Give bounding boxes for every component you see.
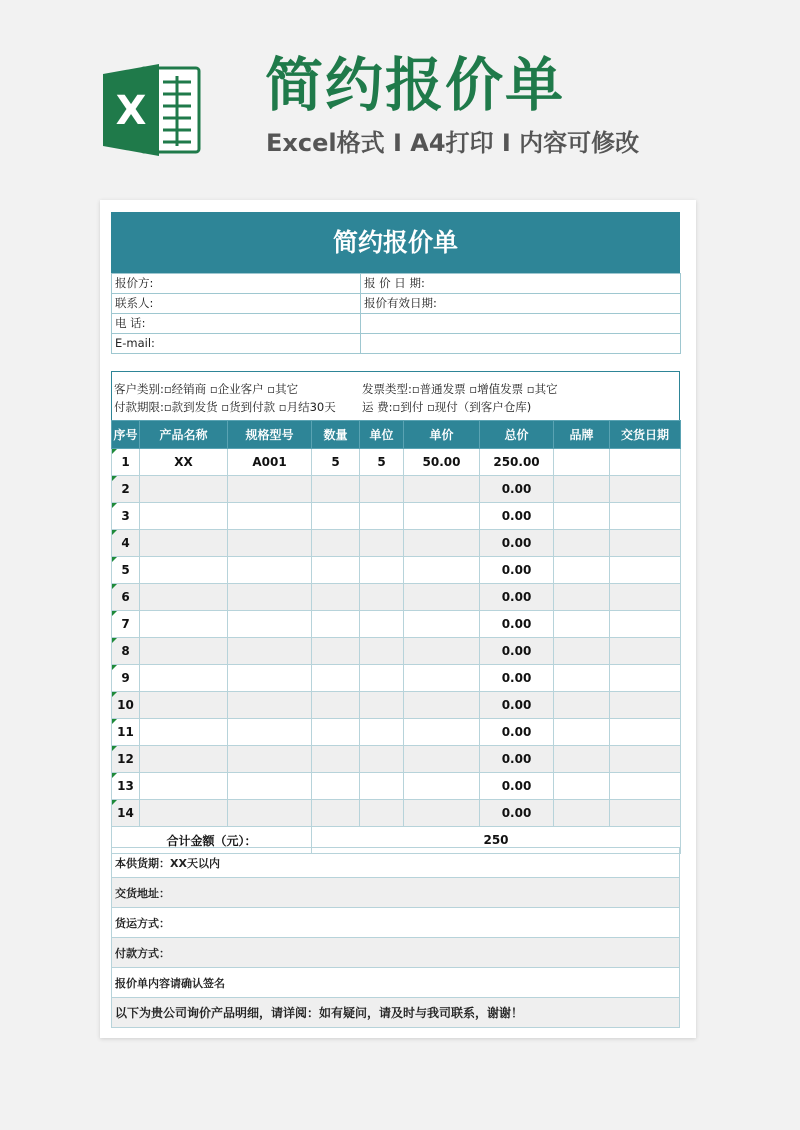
cell-qty[interactable] [312, 557, 360, 584]
cell-spec[interactable] [228, 503, 312, 530]
cell-unit[interactable] [360, 800, 404, 827]
items-header-row [112, 421, 681, 449]
cell-brand[interactable] [554, 665, 610, 692]
cell-qty[interactable] [312, 611, 360, 638]
cell-spec[interactable] [228, 800, 312, 827]
cell-price[interactable] [404, 773, 480, 800]
table-row [112, 638, 681, 665]
cell-brand[interactable] [554, 584, 610, 611]
cell-product[interactable] [140, 530, 228, 557]
cell-brand[interactable] [554, 692, 610, 719]
logo-letter: X [115, 88, 147, 134]
cell-total[interactable]: 0.00 [480, 773, 554, 800]
cell-unit[interactable] [360, 584, 404, 611]
cell-brand[interactable] [554, 719, 610, 746]
cell-unit[interactable] [360, 665, 404, 692]
cell-total[interactable]: 0.00 [480, 746, 554, 773]
cell-spec[interactable]: A001 [228, 449, 312, 476]
cell-qty[interactable] [312, 503, 360, 530]
note-cell[interactable]: 报价单内容请确认签名 [112, 968, 680, 998]
cell-qty[interactable] [312, 800, 360, 827]
cell-delivery[interactable] [610, 503, 681, 530]
col-header-price: 单价 [404, 421, 480, 449]
cell-brand[interactable] [554, 638, 610, 665]
cell-delivery[interactable] [610, 557, 681, 584]
cell-delivery[interactable] [610, 800, 681, 827]
cell-qty[interactable] [312, 584, 360, 611]
note-row [112, 998, 680, 1028]
cell-price[interactable] [404, 584, 480, 611]
table-row [112, 665, 681, 692]
table-row [112, 530, 681, 557]
cell-spec[interactable] [228, 692, 312, 719]
cell-product[interactable] [140, 584, 228, 611]
excel-logo-icon [103, 62, 203, 158]
cell-price[interactable] [404, 638, 480, 665]
cell-delivery[interactable] [610, 530, 681, 557]
table-row [112, 557, 681, 584]
cell-price[interactable] [404, 557, 480, 584]
note-row [112, 848, 680, 878]
freight-options[interactable]: 运 费:▫到付 ▫现付（到客户仓库) [362, 400, 532, 414]
payment-term-options[interactable]: 付款期限:▫款到发货 ▫货到付款 ▫月结30天 [114, 400, 336, 414]
cell-delivery[interactable] [610, 665, 681, 692]
cell-qty[interactable] [312, 665, 360, 692]
cell-unit[interactable] [360, 692, 404, 719]
cell-index[interactable]: 6 [112, 584, 140, 611]
info-cell[interactable] [361, 314, 681, 334]
cell-total[interactable]: 0.00 [480, 665, 554, 692]
cell-index[interactable]: 9 [112, 665, 140, 692]
cell-index[interactable]: 2 [112, 476, 140, 503]
cell-index[interactable]: 10 [112, 692, 140, 719]
col-header-brand: 品牌 [554, 421, 610, 449]
table-row [112, 800, 681, 827]
cell-spec[interactable] [228, 530, 312, 557]
table-row [112, 449, 681, 476]
options-block [111, 371, 680, 421]
note-row [112, 968, 680, 998]
cell-delivery[interactable] [610, 584, 681, 611]
col-header-unit: 单位 [360, 421, 404, 449]
cell-unit[interactable] [360, 638, 404, 665]
cell-brand[interactable] [554, 476, 610, 503]
items-body [112, 449, 681, 827]
info-row [112, 334, 681, 354]
info-cell[interactable] [361, 334, 681, 354]
info-row [112, 274, 681, 294]
note-row [112, 908, 680, 938]
cell-qty[interactable] [312, 692, 360, 719]
cell-index[interactable]: 14 [112, 800, 140, 827]
cell-brand[interactable] [554, 746, 610, 773]
cell-total[interactable]: 250.00 [480, 449, 554, 476]
customer-type-options[interactable]: 客户类别:▫经销商 ▫企业客户 ▫其它 [114, 382, 299, 396]
table-row [112, 476, 681, 503]
cell-spec[interactable] [228, 476, 312, 503]
cell-price[interactable] [404, 476, 480, 503]
page-header [0, 0, 800, 190]
cell-spec[interactable] [228, 611, 312, 638]
cell-product[interactable] [140, 719, 228, 746]
info-row [112, 314, 681, 334]
cell-unit[interactable] [360, 719, 404, 746]
cell-spec[interactable] [228, 557, 312, 584]
col-header-delivery: 交货日期 [610, 421, 681, 449]
cell-delivery[interactable] [610, 719, 681, 746]
cell-total[interactable]: 0.00 [480, 584, 554, 611]
cell-brand[interactable] [554, 557, 610, 584]
cell-total[interactable]: 0.00 [480, 557, 554, 584]
cell-product[interactable] [140, 557, 228, 584]
cell-unit[interactable] [360, 503, 404, 530]
cell-unit[interactable] [360, 773, 404, 800]
cell-brand[interactable] [554, 773, 610, 800]
cell-index[interactable]: 11 [112, 719, 140, 746]
cell-index[interactable]: 8 [112, 638, 140, 665]
cell-spec[interactable] [228, 584, 312, 611]
note-cell[interactable]: 以下为贵公司询价产品明细，请详阅：如有疑问，请及时与我司联系，谢谢！ [112, 998, 680, 1028]
cell-index[interactable]: 4 [112, 530, 140, 557]
cell-price[interactable]: 50.00 [404, 449, 480, 476]
invoice-type-options[interactable]: 发票类型:▫普通发票 ▫增值发票 ▫其它 [362, 382, 558, 396]
info-cell[interactable]: 电 话: [112, 314, 361, 334]
cell-spec[interactable] [228, 719, 312, 746]
note-row [112, 938, 680, 968]
cell-qty[interactable] [312, 746, 360, 773]
cell-index[interactable]: 13 [112, 773, 140, 800]
note-cell[interactable]: 货运方式： [112, 908, 680, 938]
cell-delivery[interactable] [610, 692, 681, 719]
cell-price[interactable] [404, 692, 480, 719]
cell-product[interactable] [140, 503, 228, 530]
table-row [112, 719, 681, 746]
cell-price[interactable] [404, 530, 480, 557]
cell-product[interactable] [140, 638, 228, 665]
cell-delivery[interactable] [610, 449, 681, 476]
cell-brand[interactable] [554, 800, 610, 827]
cell-delivery[interactable] [610, 773, 681, 800]
page-subtitle: Excel格式 I A4打印 I 内容可修改 [266, 129, 640, 157]
note-row [112, 878, 680, 908]
contact-info-table [111, 273, 681, 354]
cell-product[interactable] [140, 611, 228, 638]
table-row [112, 692, 681, 719]
info-cell[interactable]: 报 价 日 期: [361, 274, 681, 294]
cell-total[interactable]: 0.00 [480, 503, 554, 530]
cell-index[interactable]: 7 [112, 611, 140, 638]
info-cell[interactable]: E-mail: [112, 334, 361, 354]
cell-spec[interactable] [228, 638, 312, 665]
info-cell[interactable]: 报价有效日期: [361, 294, 681, 314]
cell-unit[interactable] [360, 746, 404, 773]
cell-total[interactable]: 0.00 [480, 692, 554, 719]
cell-price[interactable] [404, 665, 480, 692]
table-row [112, 503, 681, 530]
cell-delivery[interactable] [610, 746, 681, 773]
cell-unit[interactable] [360, 476, 404, 503]
table-row [112, 611, 681, 638]
table-row [112, 584, 681, 611]
table-row [112, 746, 681, 773]
cell-unit[interactable] [360, 611, 404, 638]
col-header-qty: 数量 [312, 421, 360, 449]
cell-brand[interactable] [554, 503, 610, 530]
col-header-product: 产品名称 [140, 421, 228, 449]
cell-brand[interactable] [554, 449, 610, 476]
cell-product[interactable] [140, 692, 228, 719]
cell-qty[interactable] [312, 530, 360, 557]
cell-qty[interactable] [312, 476, 360, 503]
cell-price[interactable] [404, 611, 480, 638]
cell-qty[interactable] [312, 638, 360, 665]
total-label: 合计金额（元）： [112, 827, 312, 854]
cell-index[interactable]: 3 [112, 503, 140, 530]
cell-unit[interactable]: 5 [360, 449, 404, 476]
page-title: 简约报价单 [265, 51, 566, 119]
cell-total[interactable]: 0.00 [480, 638, 554, 665]
cell-brand[interactable] [554, 530, 610, 557]
cell-unit[interactable] [360, 530, 404, 557]
info-row [112, 294, 681, 314]
cell-qty[interactable] [312, 773, 360, 800]
note-cell[interactable]: 付款方式： [112, 938, 680, 968]
col-header-spec: 规格型号 [228, 421, 312, 449]
cell-spec[interactable] [228, 665, 312, 692]
cell-qty[interactable] [312, 719, 360, 746]
cell-qty[interactable]: 5 [312, 449, 360, 476]
cell-unit[interactable] [360, 557, 404, 584]
info-cell[interactable]: 联系人: [112, 294, 361, 314]
note-cell[interactable]: 本供货期：XX天以内 [112, 848, 680, 878]
note-cell[interactable]: 交货地址： [112, 878, 680, 908]
table-row [112, 773, 681, 800]
cell-index[interactable]: 12 [112, 746, 140, 773]
cell-product[interactable] [140, 773, 228, 800]
cell-delivery[interactable] [610, 611, 681, 638]
sheet-title: 简约报价单 [111, 212, 680, 273]
cell-total[interactable]: 0.00 [480, 530, 554, 557]
cell-total[interactable]: 0.00 [480, 476, 554, 503]
items-table [111, 420, 681, 854]
col-header-total: 总价 [480, 421, 554, 449]
cell-total[interactable]: 0.00 [480, 719, 554, 746]
cell-product[interactable] [140, 746, 228, 773]
cell-price[interactable] [404, 719, 480, 746]
cell-spec[interactable] [228, 746, 312, 773]
cell-delivery[interactable] [610, 476, 681, 503]
cell-spec[interactable] [228, 773, 312, 800]
cell-price[interactable] [404, 800, 480, 827]
notes-table [111, 847, 680, 1028]
col-header-index: 序号 [112, 421, 140, 449]
cell-product[interactable] [140, 800, 228, 827]
cell-price[interactable] [404, 746, 480, 773]
cell-total[interactable]: 0.00 [480, 800, 554, 827]
total-value[interactable]: 250 [312, 827, 681, 854]
info-cell[interactable]: 报价方: [112, 274, 361, 294]
cell-index[interactable]: 1 [112, 449, 140, 476]
cell-price[interactable] [404, 503, 480, 530]
cell-brand[interactable] [554, 611, 610, 638]
cell-delivery[interactable] [610, 638, 681, 665]
cell-index[interactable]: 5 [112, 557, 140, 584]
cell-total[interactable]: 0.00 [480, 611, 554, 638]
cell-product[interactable]: XX [140, 449, 228, 476]
cell-product[interactable] [140, 476, 228, 503]
cell-product[interactable] [140, 665, 228, 692]
